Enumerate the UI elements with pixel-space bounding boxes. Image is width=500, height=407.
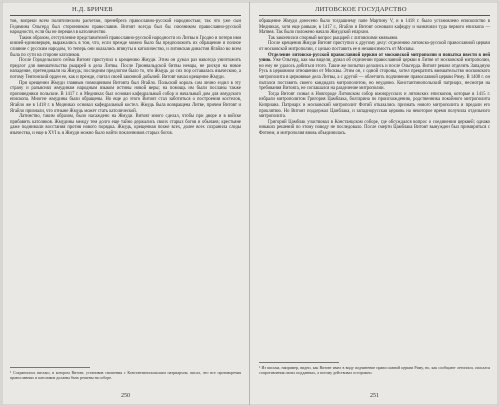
footnote-rule <box>259 362 339 363</box>
page-body <box>10 19 241 136</box>
paragraph: Таким образом, отступление представителей православно-русской народности из Литвы в Гродно и потеря ими князей-единоверцев, выражались в том, что, если прежде можно было бы предположить их обращение и полное слияние с русским народом, то теперь они оказались втянуты в католичество, и литовская династия Ягайло во всем была по сути на стороне католиков. <box>10 35 241 58</box>
paragraph: обращение Жмуди донесено было тогдашнему папе Мартину V, и в 1418 г. было установлено епископство в Медниках, хотя еще раньше, в 1417 г., Ягайло и Витовт основали кафедру и назначили туда первого епископа — Матвея. Так было положено начало Жмудской епархии. <box>259 19 490 36</box>
footnote-rule <box>10 367 90 368</box>
left-page <box>2 2 250 405</box>
section-paragraph <box>259 53 490 92</box>
paragraph: Тогда Витовт созвал в Новгороде Литовском собор южнорусских и литовских епископов, которые в 1415 г. избрали митрополитом Григория Цамблака, болгарина по происхождению, родственника покойного митрополита Киприана. Патриарх и московский митрополит Фотий отказались признать нового митрополита и предали его проклятию. Но Витовт поддержал Цамблака, и западнорусская церковь на некоторое время получила отдельного митрополита. <box>259 91 490 120</box>
section-heading: Отделение литовско-русской православной церкви от московской митрополии и попытка ввести в ней унию. <box>259 52 490 64</box>
book-spread <box>2 2 498 405</box>
footnote: ¹ Сохранилось письмо, в котором Витовт, установив сношения с Константинопольским патриархом, писал, что все противоречия православных и католиков должны быть решены на соборе. <box>10 370 241 380</box>
paragraph: тов, вопреки всем политическим расчетам, пренебрега православно-русской народностью; так что уже сын Гедимина Ольгерд был сторонником православия. Витовт всегда был бы союзником православно-русской народности, если бы не перешел в католичество. <box>10 19 241 36</box>
page-number: 251 <box>370 393 379 399</box>
running-head-title: Н.Д. БРИЧЕВ <box>72 6 113 13</box>
page-number: 250 <box>121 393 130 399</box>
paragraph: После крещения Жмуди Витовт приступил к другому делу: отделению литовско-русской православной церкви от московской митрополии, с целью поставить ее в независимость от Москвы. <box>259 41 490 52</box>
paragraph: После Городельского сейма Витовт приступил к крещению Жмуди. Этим он думал раз навсегда уничтожить предлог для вмешательства рыцарей в дела Литвы. После Грюнвальдской битвы немцы, не рискуя на новое нападение, претендовали на Жмудь; последним предлогом было то, что Жмудь до сих пор оставалась языческою, а потому Тевтонский орден ее, как и прежде, считал своей законной добычей. Витовт начал крещение Жмуди. <box>10 58 241 80</box>
header-rule <box>10 15 241 16</box>
paragraph: Латинство, таким образом, было насаждено на Жмуди. Витовт много сделал, чтобы при дворе и в войске прибавить католиков. Жмудины между тем долго еще тайно держались своих старых богов и обычаев; крестьяне даже поднимали восстания против нового порядка. Жмудь, крещенная позже всех, долее всех сохранила следы язычества, и еще в XVI в. в Жмуди можно было найти поклонников старых богов. <box>10 114 241 136</box>
footnote: ¹ Из письма, например, видно, как Витовт имел в виду подчинение православной церкви Риму, но, как сообщают летописи, опасался сопротивления своих подданных, а потому действовал осторожно. <box>259 365 490 375</box>
paragraph: При крещении Жмуди главным помощником Витовта был Ягайло. Польский король сам лично ездил в эту страну и разъяснял жмудинам народным языком истины новой веры; на помощь им были посланы также проповедники польские. В 1417 г. в Медниках был основан кафедральный собор и начальный дом для жмудского епископа. Многие жмудины были обращены. Но еще до этого Витовт стал заботиться о построении костелов, Ягайло же в 1418 г. в Медниках основал кафедральный костел. Жмудь была возвращена Литве, причем Витовт и Ягайло признали, что отныне Жмудь может стать католической. <box>10 80 241 114</box>
page-body <box>259 19 490 136</box>
paragraph: Григорий Цамблак участвовал в Констанцском соборе, где обсуждался вопрос о соединении церквей; однако никаких решений по этому поводу не последовало. После смерти Цамблака Витовт вынужден был примириться с Фотием, и митрополия вновь объединилась. <box>259 119 490 136</box>
paragraph-text: Уже Ольгерд, как мы видели, думал об отделении православной церкви в Литве от московской митрополии, но ему не удалось добиться этого. Такие же попытки делались и после Ольгерда. Витовт решил отделить Западную Русь в церковном отношении от Москвы. Этим он, с одной стороны, хотел прекратить вмешательство московского митрополита в церковные дела Литвы, а с другой — облегчить подчинение православной церкви Риму. В 1408 г. он пытался поставить своего кандидата митрополитом, но неудачно. Константинопольский патриарх, несмотря на требования Витовта, не соглашался на разделение митрополии. <box>259 58 490 92</box>
right-page <box>251 2 498 405</box>
running-head-title: ЛИТОВСКОЕ ГОСУДАРСТВО <box>315 6 407 13</box>
paragraph: Так закончился спорный вопрос рыцарей с литовскими князьями. <box>268 35 399 41</box>
header-rule <box>259 15 490 16</box>
